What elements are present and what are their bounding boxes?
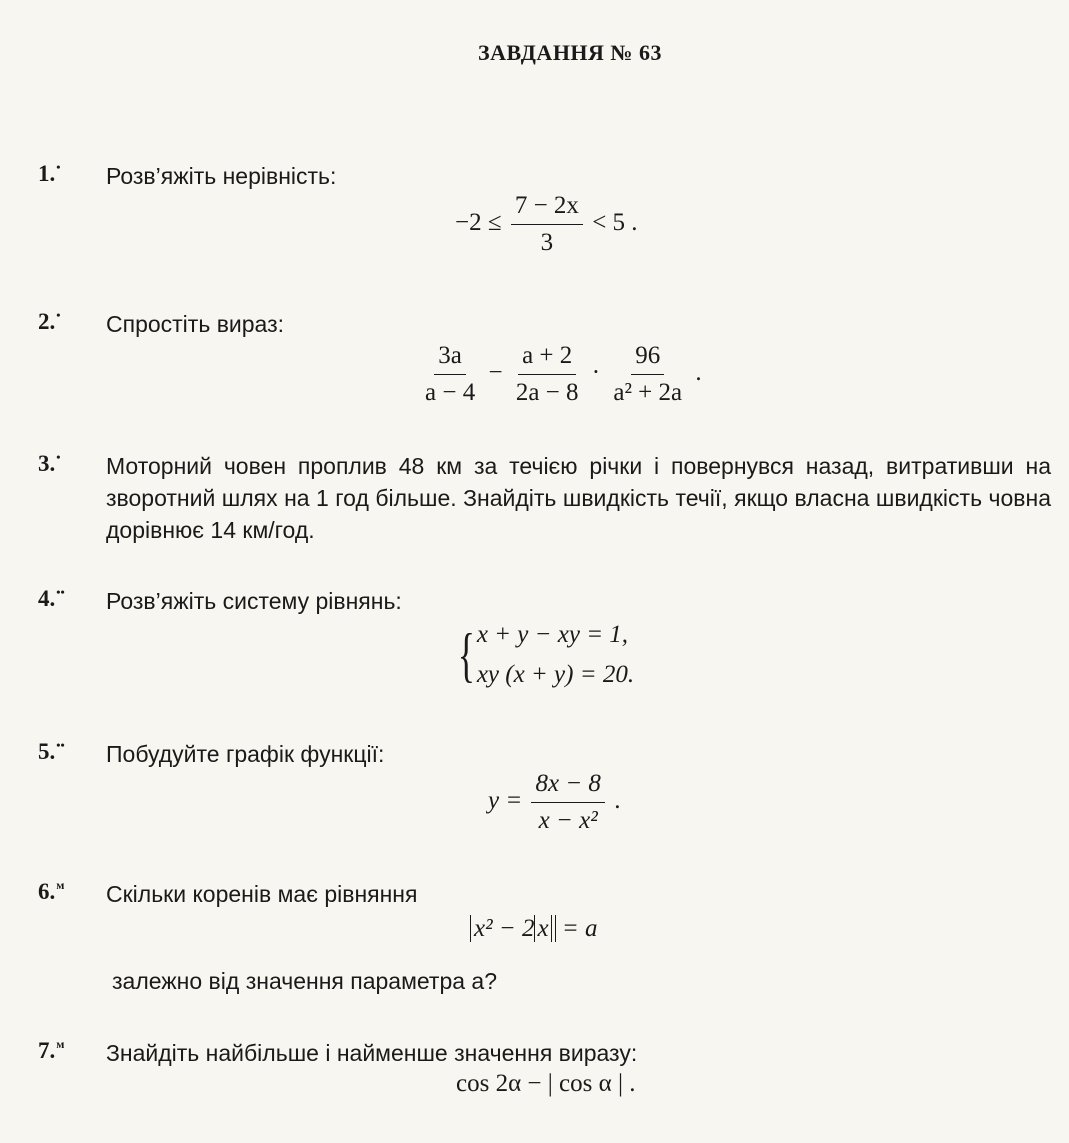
task-1-text: Розв’яжіть нерівність:: [106, 163, 337, 189]
task-6-equation: x² − 2 x = a: [470, 915, 597, 943]
task-4-number: 4.••: [38, 585, 65, 611]
task-7-expression: cos 2α − | cos α | .: [456, 1070, 636, 1097]
task-3-text: Моторний човен проплив 48 км за течією річки і повернувся назад, витративши на зворотний шлях на 1 год більше. Знайдіть швидкість течії, якщо власна швидкість човна дорівнює 14 км/год.: [106, 453, 1051, 543]
task-5-function: y = $\frac{8x - 8}{\text{x − x²}}$ .: [488, 770, 621, 834]
task-2-expression: $\frac{3a}{a - 4}$ − $\frac{a + 2}{2a - 8}$ · $\frac{96}{\text{a² + 2a}}$ .: [425, 342, 702, 406]
task-6-text: Скільки коренів має рівняння: [106, 881, 418, 907]
task-7-number: 7.$^м$: [38, 1037, 65, 1063]
task-4-system: { x + y − xy = 1, xy (x + y) = 20.: [457, 621, 635, 688]
task-6-number: 6.$^м$: [38, 878, 65, 904]
task-3-number: 3.•: [38, 450, 61, 476]
task-5-text: Побудуйте графік функції:: [106, 741, 385, 767]
task-2-number: 2.•: [38, 308, 61, 334]
task-2-text: Спростіть вираз:: [106, 311, 285, 337]
task-5-number: 5.••: [38, 738, 65, 764]
task-1-number: 1.•: [38, 160, 61, 186]
task-1-inequality: −2 ≤ $\frac{7 - 2x}{3}$ < 5 .: [455, 192, 638, 256]
task-4-text: Розв’яжіть систему рівнянь:: [106, 588, 402, 614]
page-title: ЗАВДАННЯ № 63: [477, 40, 663, 65]
task-7-text: Знайдіть найбільше і найменше значення виразу:: [106, 1040, 638, 1066]
task-6-text2: залежно від значення параметра a?: [112, 968, 498, 994]
task-1-fraction: $\frac{7 - 2x}{3}$: [511, 192, 583, 257]
brace-symbol: {: [457, 622, 476, 688]
